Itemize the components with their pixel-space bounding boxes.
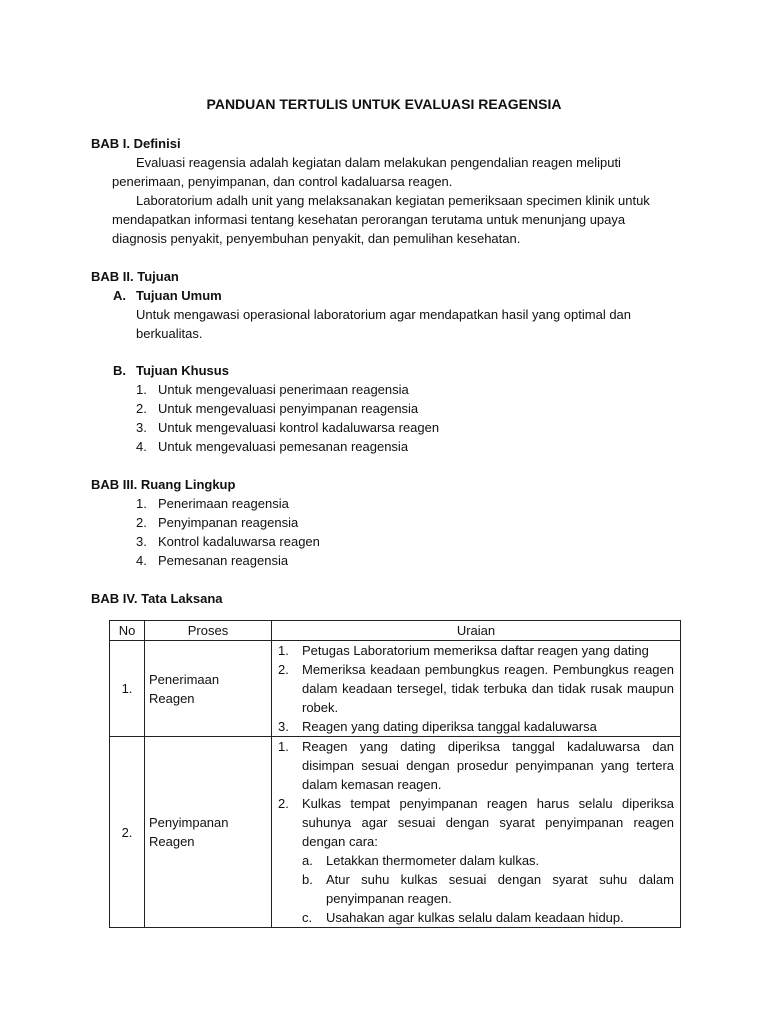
sub-list-item [302,908,674,927]
list-item-number: 1. [136,496,147,511]
bab2-heading: BAB II. Tujuan [91,269,179,284]
list-item-number: 4. [136,439,147,454]
column-header-no: No [110,621,145,641]
sub-list-item-text: Atur suhu kulkas sesuai dengan syarat suhu dalam penyimpanan reagen. [326,872,674,906]
list-item: Kontrol kadaluwarsa reagen [158,534,320,549]
sub-list-item-letter: b. [302,872,313,887]
list-item-number: 1. [278,739,289,754]
sub-list-item-letter: a. [302,853,313,868]
list-item-number: 2. [278,796,289,811]
list-item-text: Reagen yang dating diperiksa tanggal kadaluwarsa [302,719,597,734]
table-header-row [110,621,681,641]
list-item-number: 2. [136,515,147,530]
list-item: Penerimaan reagensia [158,496,289,511]
bab2-a-title: Tujuan Umum [136,288,222,303]
list-item-text: Kulkas tempat penyimpanan reagen harus selalu diperiksa suhunya agar sesuai dengan syarat penyimpanan reagen dengan cara: [302,796,674,849]
list-item-text: Memeriksa keadaan pembungkus reagen. Pembungkus reagen dalam keadaan tersegel, tidak terbuka dan tidak rusak maupun robek. [302,662,674,715]
bab2-a-text: Untuk mengawasi operasional laboratorium agar mendapatkan hasil yang optimal dan berkualitas. [136,307,632,341]
list-item-number: 3. [136,534,147,549]
row-proses: Penyimpanan Reagen [145,737,272,928]
list-item [278,717,674,736]
bab3-heading: BAB III. Ruang Lingkup [91,477,236,492]
bab4-heading: BAB IV. Tata Laksana [91,591,223,606]
row-uraian [272,641,681,737]
row-number: 2. [110,737,145,928]
column-header-uraian: Uraian [272,621,681,641]
column-header-proses: Proses [145,621,272,641]
list-item-number: 3. [136,420,147,435]
document-title: PANDUAN TERTULIS UNTUK EVALUASI REAGENSIA [206,96,562,112]
list-item: Penyimpanan reagensia [158,515,299,530]
list-item-text: Petugas Laboratorium memeriksa daftar reagen yang dating [302,643,649,658]
row-number: 1. [110,641,145,737]
list-item [278,737,674,794]
row-proses: Penerimaan Reagen [145,641,272,737]
bab2-a-marker: A. [113,288,126,303]
sub-list-item-text: Letakkan thermometer dalam kulkas. [326,853,540,868]
list-item-text: Reagen yang dating diperiksa tanggal kadaluwarsa dan disimpan sesuai dengan prosedur penyimpanan yang tertera dalam kemasan reagen. [302,739,674,792]
list-item-number: 2. [136,401,147,416]
bab1-heading: BAB I. Definisi [91,136,181,151]
row-uraian [272,737,681,928]
sub-list-item-letter: c. [302,910,313,925]
list-item-number: 1. [278,643,289,658]
list-item: Untuk mengevaluasi pemesanan reagensia [158,439,409,454]
list-item: Pemesanan reagensia [158,553,289,568]
list-item: Untuk mengevaluasi kontrol kadaluwarsa reagen [158,420,440,435]
bab1-paragraph-1: Evaluasi reagensia adalah kegiatan dalam melakukan pengendalian reagen meliputi penerimaan, penyimpanan, dan control kadaluarsa reagen. [112,155,621,189]
list-item: Untuk mengevaluasi penyimpanan reagensia [158,401,419,416]
bab2-b-title: Tujuan Khusus [136,363,229,378]
table-row [110,641,681,737]
list-item-number: 2. [278,662,289,677]
list-item-number: 1. [136,382,147,397]
list-item: Untuk mengevaluasi penerimaan reagensia [158,382,409,397]
list-item-number: 3. [278,719,289,734]
list-item [278,641,674,660]
bab1-paragraph-2: Laboratorium adalh unit yang melaksanakan kegiatan pemeriksaan specimen klinik untuk mendapatkan informasi tentang kesehatan perorangan terutama untuk menunjang upaya diagnosis penyakit, penyembuhan penyakit, dan pemulihan kesehatan. [112,193,650,246]
sub-list-item [302,870,674,908]
tata-laksana-table [109,620,681,928]
sub-list-item-text: Usahakan agar kulkas selalu dalam keadaan hidup. [326,910,624,925]
list-item-number: 4. [136,553,147,568]
list-item [278,660,674,717]
table-row [110,737,681,928]
list-item [278,794,674,927]
sub-list-item [302,851,674,870]
bab2-b-marker: B. [113,363,126,378]
